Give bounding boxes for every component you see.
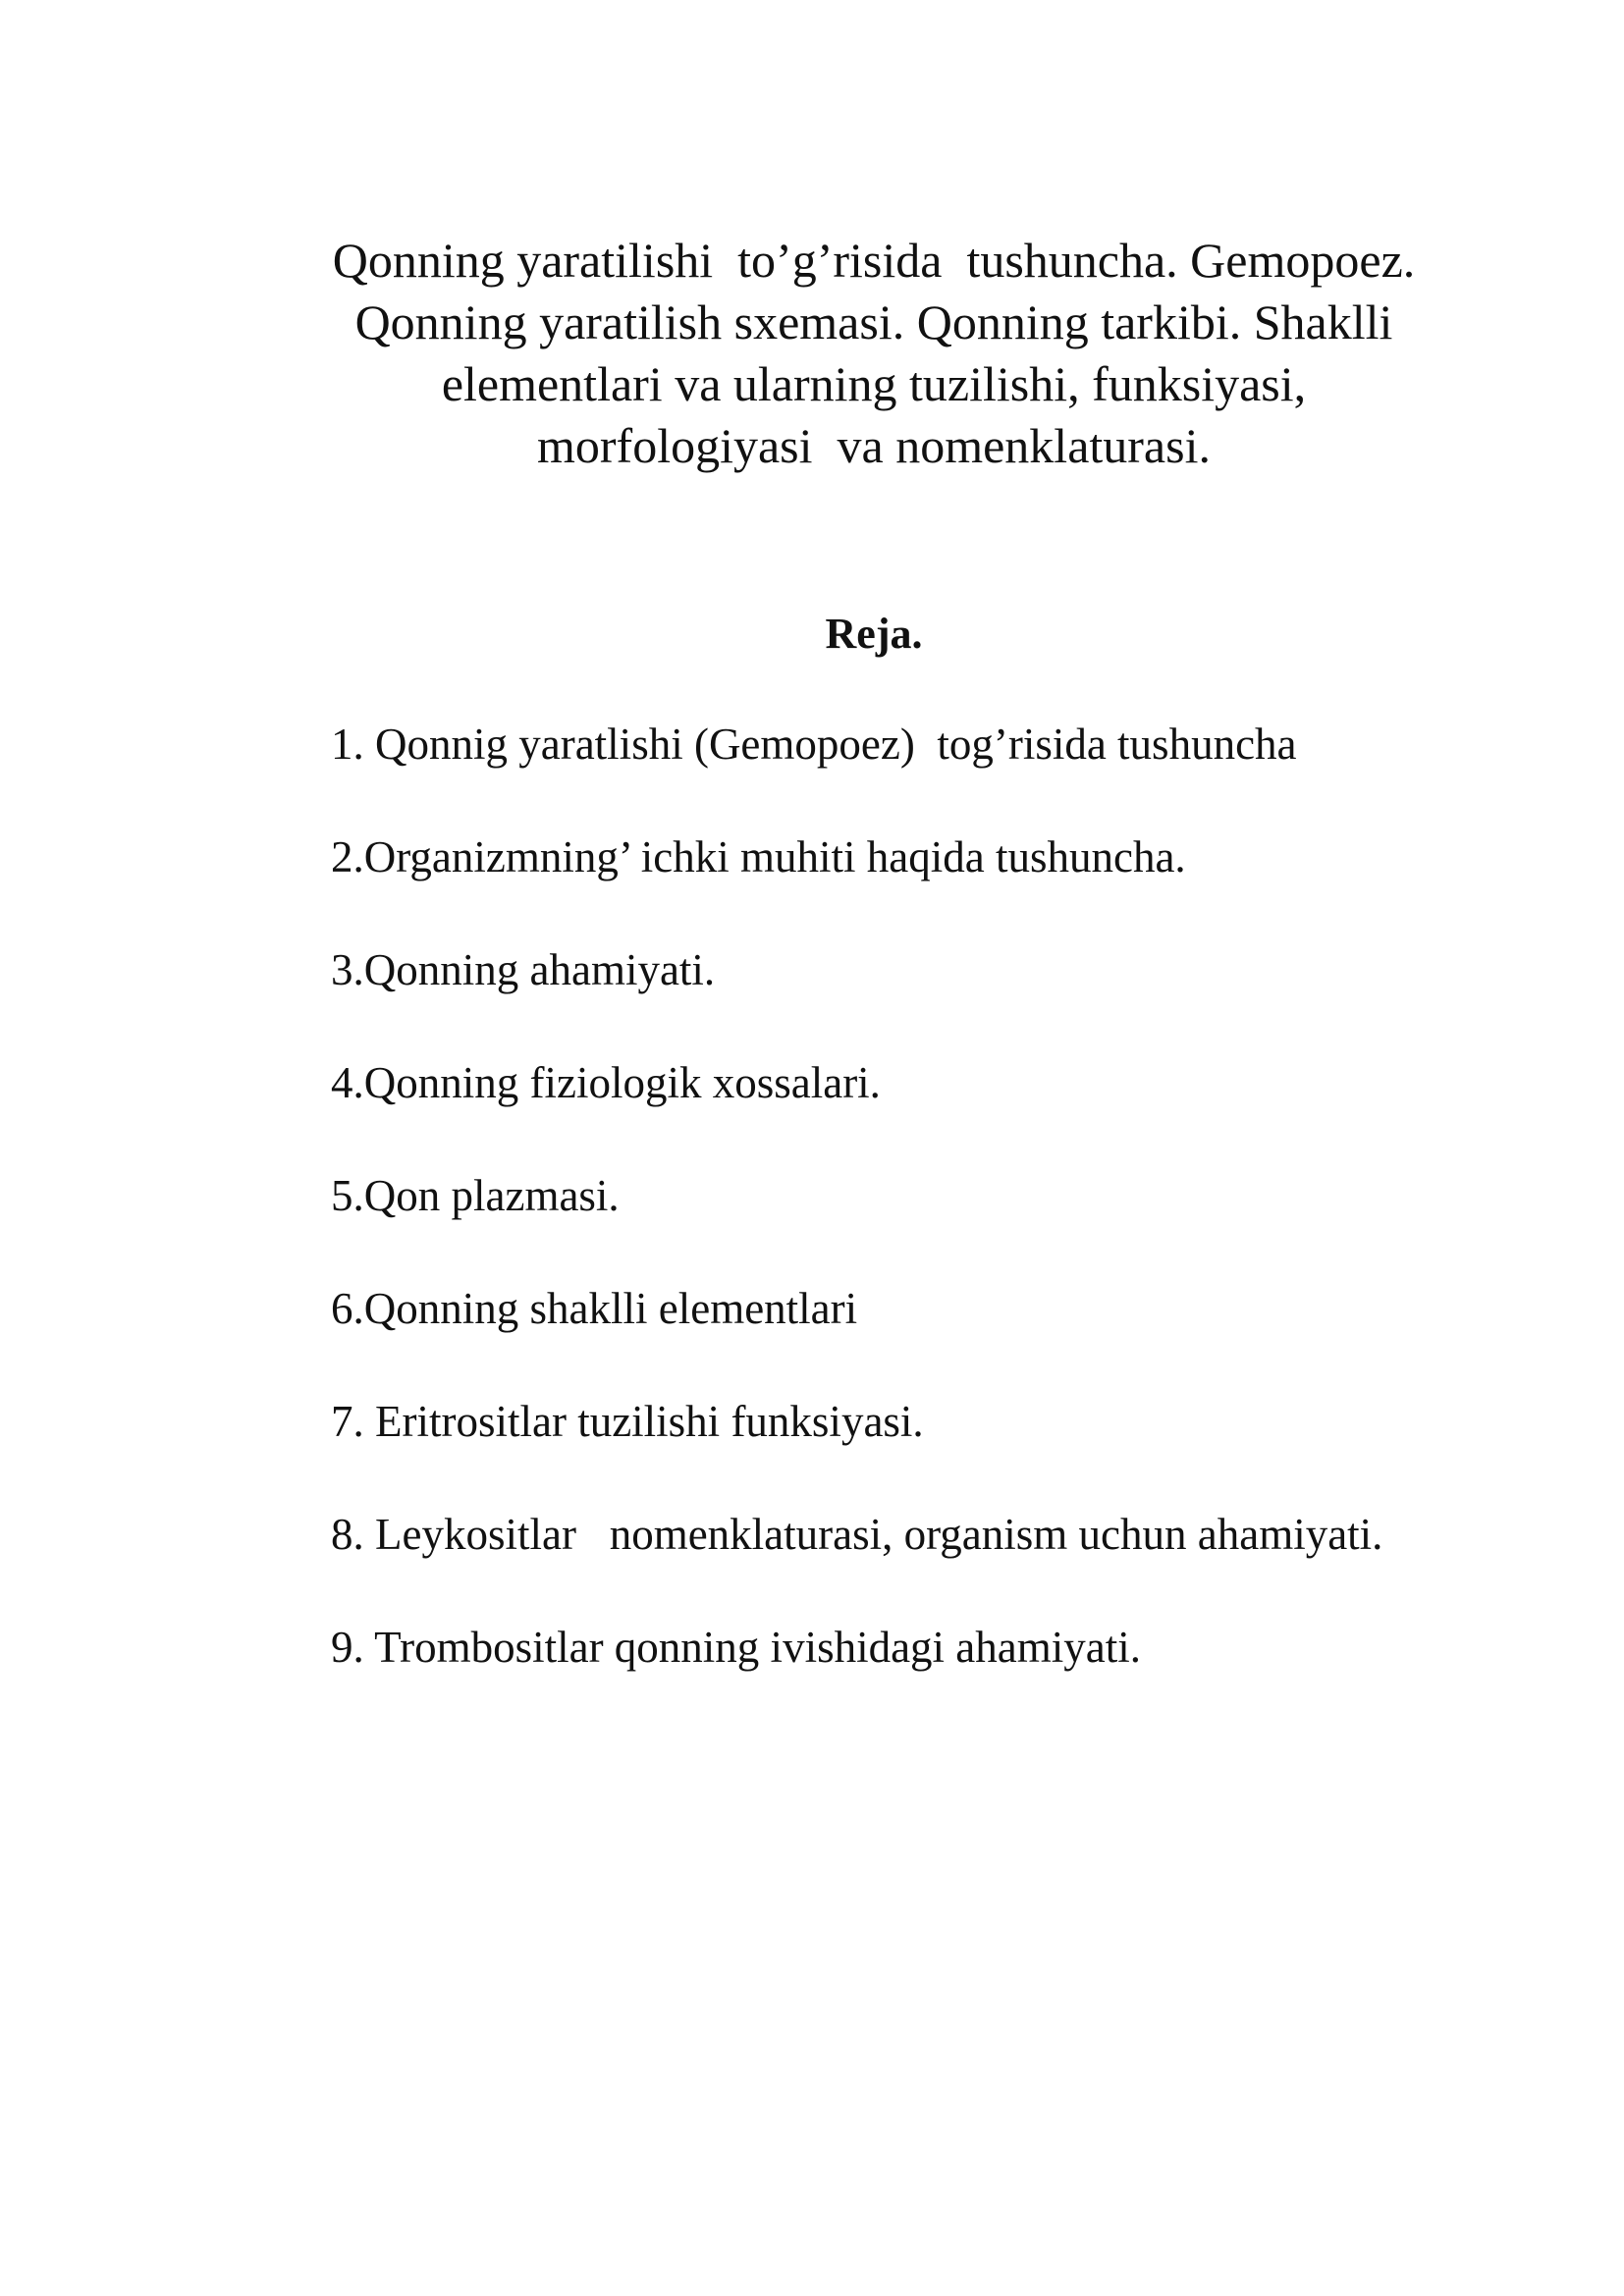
plan-list	[331, 717, 1607, 1733]
plan-item: 6.Qonning shaklli elementlari	[331, 1284, 858, 1333]
plan-item: 4.Qonning fiziologik xossalari.	[331, 1058, 881, 1107]
plan-item: 2.Organizmning’ ichki muhiti haqida tushuncha.	[331, 832, 1186, 881]
plan-item: 9. Trombositlar qonning ivishidagi ahamiyati.	[331, 1623, 1141, 1672]
title-line: elementlari va ularning tuzilishi, funksiyasi,	[441, 356, 1307, 411]
plan-heading: Reja.	[825, 610, 923, 658]
plan-item: 5.Qon plazmasi.	[331, 1171, 620, 1220]
plan-item: 8. Leykositlar nomenklaturasi, organism uchun ahamiyati.	[331, 1510, 1383, 1559]
plan-item: 7. Eritrositlar tuzilishi funksiyasi.	[331, 1397, 924, 1446]
title-line: Qonning yaratilish sxemasi. Qonning tarkibi. Shaklli	[354, 294, 1393, 349]
plan-item: 1. Qonnig yaratlishi (Gemopoez) tog’risida tushuncha	[331, 720, 1297, 769]
plan-item: 3.Qonning ahamiyati.	[331, 945, 716, 994]
title-line: Qonning yaratilishi to’g’risida tushuncha. Gemopoez.	[332, 233, 1416, 288]
document-title	[216, 230, 1532, 477]
title-line: morfologiyasi va nomenklaturasi.	[537, 418, 1211, 473]
